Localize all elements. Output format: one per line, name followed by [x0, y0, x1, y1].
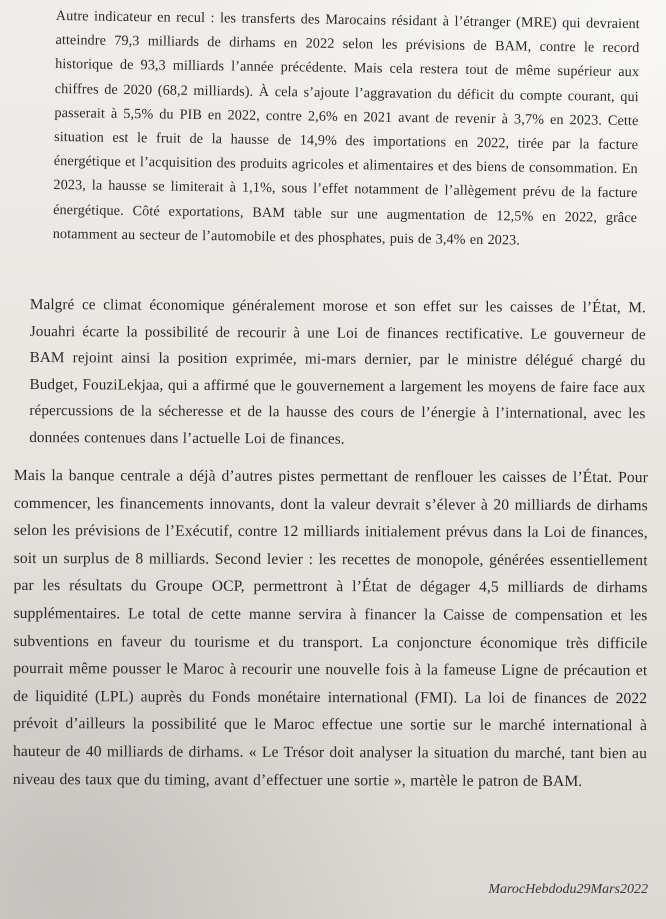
- source-attribution: MarocHebdodu29Mars2022: [488, 882, 648, 897]
- article-paragraph-central-bank-measures: Mais la banque centrale a déjà d’autres pistes permettant de renflouer les caisses de l’État. Pour commencer, les financements innovants, dont la valeur devrait s’élever à 20 milliards de dirhams selon les prévisions de l’Exécutif, contre 12 milliards initialement prévus dans la Loi de finances, soit un surplus de 8 milliards. Second levier : les recettes de monopole, générées essentiellement par les résultats du Groupe OCP, permettront à l’État de dégager 4,5 milliards de dirhams supplémentaires. Le total de cette manne servira à financer la Caisse de compensation et les subventions en faveur du tourisme et du transport. La conjoncture économique très difficile pourrait même pousser le Maroc à recourir une nouvelle fois à la fameuse Ligne de précaution et de liquidité (LPL) auprès du Fonds monétaire international (FMI). La loi de finances de 2022 prévoit d’ailleurs la possibilité que le Maroc effectue une sortie sur le marché international à hauteur de 40 milliards de dirhams. « Le Trésor doit analyser la situation du marché, tant bien au niveau des taux que du timing, avant d’effectuer une sortie », martèle le patron de BAM.: [12, 466, 648, 790]
- article-paragraph-mre-transfers: Autre indicateur en recul : les transferts des Marocains résidant à l’étranger (MRE) qui devraient atteindre 79,3 milliards de dirhams en 2022 selon les prévisions de BAM, contre le record historique de 93,3 milliards l’année précédente. Mais cela restera tout de même supérieur aux chiffres de 2020 (68,2 milliards). À cela s’ajoute l’aggravation du déficit du compte courant, qui passerait à 5,5% du PIB en 2022, contre 2,6% en 2021 avant de revenir à 3,7% en 2023. Cette situation est le fruit de la hausse de 14,9% des importations en 2022, tirée par la facture énergétique et l’acquisition des produits agricoles et alimentaires et des biens de consommation. En 2023, la hausse se limiterait à 1,1%, sous l’effet notamment de l’allègement prévu de la facture énergétique. Côté exportations, BAM table sur une augmentation de 12,5% en 2022, grâce notamment au secteur de l’automobile et des phosphates, puis de 3,4% en 2023.: [52, 7, 640, 249]
- article-paragraph-finance-law: Malgré ce climat économique généralement morose et son effet sur les caisses de l’État, M. Jouahri écarte la possibilité de recourir à une Loi de finances rectificative. Le gouverneur de BAM rejoint ainsi la position exprimée, mi-mars dernier, par le ministre délégué chargé du Budget, FouziLekjaa, qui a affirmé que le gouvernement a largement les moyens de faire face aux répercussions de la sécheresse et de la hausse des cours de l’énergie à l’international, avec les données contenues dans l’actuelle Loi de finances.: [29, 295, 646, 448]
